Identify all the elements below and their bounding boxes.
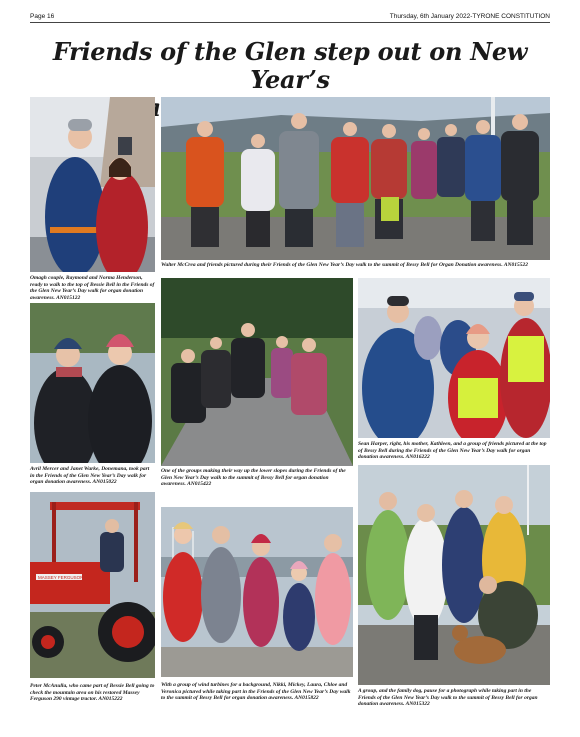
caption-walter-mccrea-group: Walter McCrea and friends pictured during their Friends of the Glen New Year’s Day walk to the summit of Bessy Bell for Organ Donation awareness. AN015522	[161, 262, 529, 268]
page-header	[30, 10, 550, 23]
caption-henderson-couple: Omagh couple, Raymond and Norma Henderson, ready to walk to the top of Bessie Bell in the Friends of the Glen New Year’s Day walk for organ donation awareness. AN015122	[30, 275, 155, 301]
dateline: Thursday, 6th January 2022-TYRONE CONSTITUTION	[389, 12, 550, 20]
photo-group-lower-slopes	[161, 278, 353, 466]
photo-massey-ferguson-tractor	[30, 492, 155, 678]
tractor-plate-text: MASSEY FERGUSON	[38, 575, 84, 580]
photo-henderson-couple	[30, 97, 155, 272]
caption-group-lower-slopes: One of the groups making their way up the lower slopes during the Friends of the Glen New Year’s Day walk to the summit of Bessy Bell for organ donation awareness. AN015422	[161, 468, 346, 488]
headline-line-1: Friends of the Glen step out on New Year’s	[52, 37, 528, 94]
caption-wind-turbines-group: With a group of wind turbines for a background, Nikki, Mickey, Laura, Chloe and Veronica pictured while taking part in the Friends of the Glen New Year’s Day walk to the summit of Bessy Bell for organ donation awareness. AN015822	[161, 682, 351, 702]
photo-group-with-dog	[358, 465, 550, 685]
photo-mercer-warke	[30, 303, 155, 463]
photo-sean-harper-group	[358, 278, 550, 438]
caption-sean-harper-group: Sean Harper, right, his mother, Kathleen, and a group of friends pictured at the top of Bessy Bell during the Friends of the Glen New Year’s Day walk for organ donation awareness. AN016222	[358, 441, 547, 461]
caption-mercer-warke: Avril Mercer and Janet Warke, Donemana, took part in the Friends of the Glen New Year’s Day walk for organ donation awareness. AN015022	[30, 466, 150, 486]
photo-walter-mccrea-group	[161, 97, 550, 260]
caption-massey-ferguson-tractor: Peter McAnulla, who came part of Bessie Bell going to check the mountain area on his restored Massey Ferguson 290 vintage tractor. AN015222	[30, 683, 155, 703]
photo-wind-turbines-group	[161, 507, 353, 677]
page-number: Page 16	[30, 12, 55, 20]
headline-line-2: walk	[125, 93, 186, 122]
caption-group-with-dog: A group, and the family dog, pause for a photograph while taking part in the Friends of the Glen New Year’s Day walk to the summit of Bessy Bell for organ donation awareness. AN015322	[358, 688, 538, 708]
